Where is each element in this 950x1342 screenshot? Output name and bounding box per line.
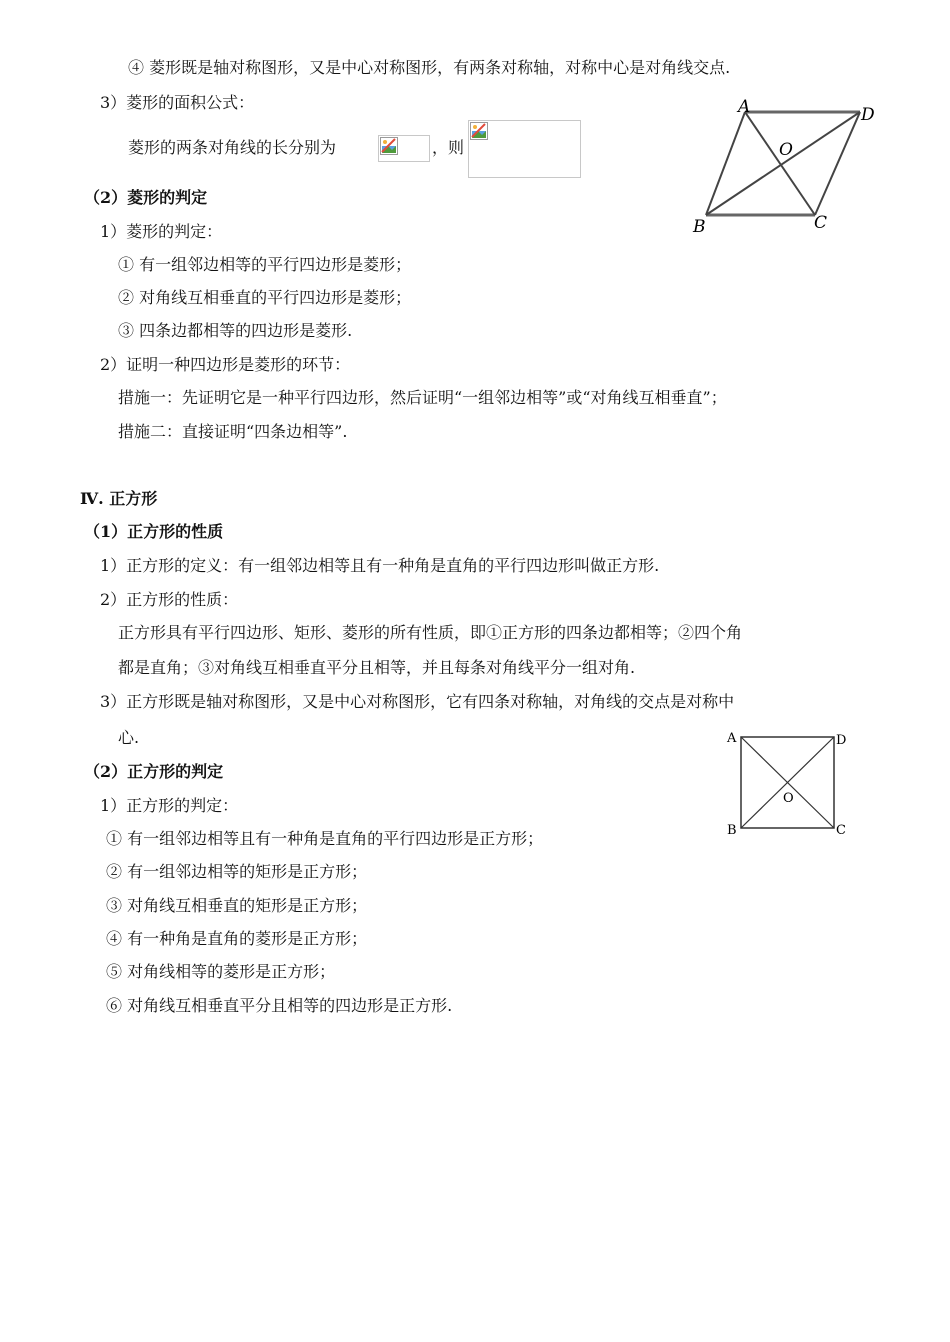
rhombus-label-d: D (861, 105, 875, 125)
rhombus-label-a: A (738, 97, 751, 117)
square-symmetry-line: 3）正方形既是轴对称图形，又是中心对称图形，它有四条对称轴，对角线的交点是对称中 (100, 692, 735, 711)
square-judgment-item: ⑤ 对角线相等的菱形是正方形； (106, 962, 336, 981)
square-judgment-item: ⑥ 对角线互相垂直平分且相等的四边形是正方形. (106, 996, 453, 1015)
rhombus-figure (680, 92, 880, 242)
rhombus-proof-sub: 2）证明一种四边形是菱形的环节： (100, 355, 351, 374)
square-figure (722, 728, 852, 840)
rhombus-proof-item: 措施二：直接证明“四条边相等”. (118, 422, 348, 441)
broken-image-icon (380, 137, 398, 155)
square-definition: 1）正方形的定义：有一组邻边相等且有一种角是直角的平行四边形叫做正方形. (100, 556, 660, 575)
square-judgment-item: ① 有一组邻边相等且有一种角是直角的平行四边形是正方形； (106, 829, 544, 848)
broken-formula-image-area (468, 120, 581, 178)
rhombus-judgment-item: ① 有一组邻边相等的平行四边形是菱形； (118, 255, 412, 274)
broken-formula-image-diagonals (378, 135, 430, 162)
rhombus-judgment-title: （2）菱形的判定 (84, 188, 208, 207)
square-label-a: A (727, 731, 737, 746)
square-properties-title: （1）正方形的性质 (84, 522, 224, 541)
rhombus-edge-ab (706, 112, 745, 215)
rhombus-property-4: ④ 菱形既是轴对称图形，又是中心对称图形，有两条对称轴，对称中心是对角线交点. (128, 58, 731, 77)
rhombus-judgment-item: ③ 四条边都相等的四边形是菱形. (118, 321, 353, 340)
square-label-o: O (783, 791, 794, 806)
square-symmetry-line: 心. (118, 728, 140, 747)
square-section-title: Ⅳ. 正方形 (80, 489, 158, 508)
square-judgment-item: ③ 对角线互相垂直的矩形是正方形； (106, 896, 368, 915)
broken-image-icon (470, 122, 488, 140)
square-label-b: B (727, 823, 737, 838)
rhombus-judgment-item: ② 对角线互相垂直的平行四边形是菱形； (118, 288, 412, 307)
square-properties-line: 正方形具有平行四边形、矩形、菱形的所有性质，即①正方形的四条边都相等；②四个角 (118, 623, 743, 642)
square-judgment-sub: 1）正方形的判定： (100, 796, 239, 815)
square-properties-line: 都是直角；③对角线互相垂直平分且相等，并且每条对角线平分一组对角. (118, 658, 636, 677)
rhombus-judgment-sub: 1）菱形的判定： (100, 222, 223, 241)
square-label-d: D (836, 733, 847, 748)
rhombus-area-text (128, 138, 336, 158)
square-judgment-title: （2）正方形的判定 (84, 762, 224, 781)
rhombus-proof-item: 措施一：先证明它是一种平行四边形，然后证明“一组邻边相等”或“对角线互相垂直”； (118, 388, 727, 407)
square-properties-sub: 2）正方形的性质： (100, 590, 239, 609)
rhombus-area-heading: 3）菱形的面积公式： (100, 93, 255, 112)
rhombus-area-text-mid: ，则 (432, 138, 465, 157)
rhombus-area-text-before: 菱形的两条对角线的长分别为 (128, 138, 337, 157)
rhombus-label-o: O (779, 140, 793, 160)
rhombus-label-c: C (814, 213, 828, 233)
rhombus-label-b: B (693, 217, 706, 237)
rhombus-diagonal-ac (745, 112, 815, 215)
square-label-c: C (836, 823, 846, 838)
square-judgment-item: ④ 有一种角是直角的菱形是正方形； (106, 929, 368, 948)
square-judgment-item: ② 有一组邻边相等的矩形是正方形； (106, 862, 368, 881)
